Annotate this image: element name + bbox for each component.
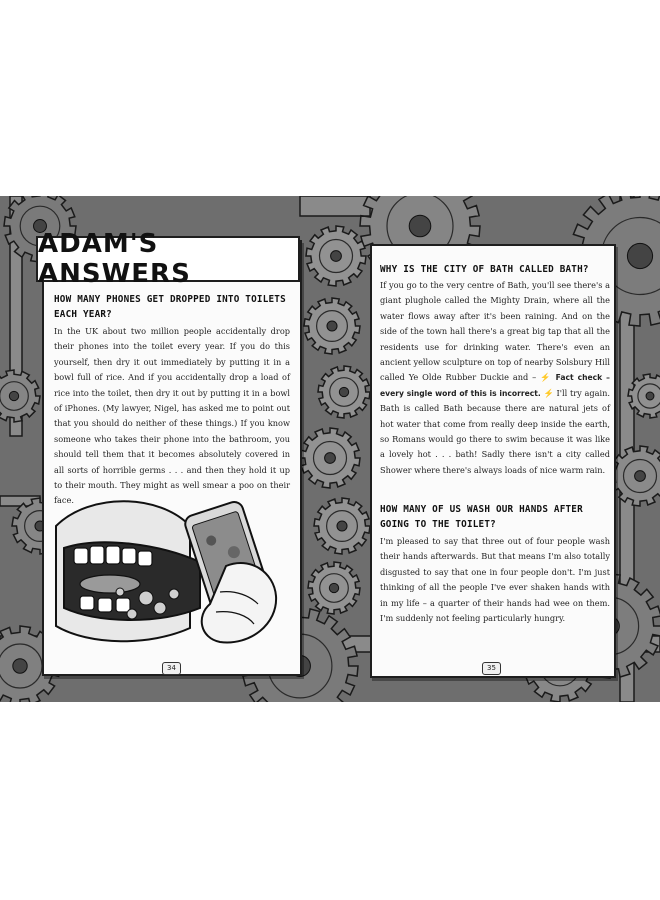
answer-text-handwash: I'm pleased to say that three out of four people wash their hands afterwards. But that means I'm also totally disgusted to say that one in four people don't. I'm just thinking of all the people I've ever shaken hands with in my life – a quarter of their hands had wee on them. I'm suddenly not feeling particularly hungry.	[380, 536, 610, 624]
center-gear-shape	[306, 226, 366, 286]
answer-text-bath-part2: I'll try again. Bath is called Bath because there are natural jets of hot water that come from really deep inside the earth, so Romans would go there to swim because it was like a lovely hot . . . bath! Sadly there isn't a city called Shower where there's always loads of nice warm rain.	[380, 387, 610, 475]
center-gear-shape	[314, 498, 370, 554]
answer-text-bath	[380, 278, 610, 478]
page-title: ADAM'S ANSWERS	[38, 229, 191, 289]
page-number-right: 35	[482, 662, 501, 675]
answer-text-phones: In the UK about two million people accidentally drop their phones into the toilet every year. If you do this yourself, then dry it out immediately by putting it in a bowl full of rice. And if you accidentally drop a load of rice into the toilet, then dry it out by putting it in a bowl of iPhones. (My lawyer, Nigel, has asked me to point out that you should do neither of these things.) If you know someone who takes their phone into the bathroom, you should tell them that it becomes absolutely covered in all sorts of horrible germs . . . and then they hold it up to their mouth. They might as well smear a poo on their face.	[54, 326, 290, 506]
center-gear-shape	[318, 366, 370, 418]
book-spread	[0, 196, 660, 702]
center-gear-shape	[304, 298, 360, 354]
question-heading-bath: WHY IS THE CITY OF BATH CALLED BATH?	[380, 264, 589, 275]
center-gear-shape	[300, 428, 360, 488]
page-number-left: 34	[162, 662, 181, 675]
gear-shape	[610, 446, 660, 506]
lightning-icon: ⚡	[543, 387, 554, 398]
title-banner	[36, 229, 300, 289]
lightning-icon: ⚡	[540, 372, 552, 383]
pipe-shape	[300, 196, 370, 216]
phone-mouth-illustration	[50, 496, 280, 656]
center-gear-shape	[308, 562, 360, 614]
gear-shape	[0, 370, 40, 422]
question-heading-handwash: HOW MANY OF US WASH OUR HANDS AFTER GOING TO THE TOILET?	[380, 504, 583, 530]
fact-check-note: Fact check – every single word of this is incorrect.	[380, 373, 610, 398]
question-heading-phones: HOW MANY PHONES GET DROPPED INTO TOILETS EACH YEAR?	[54, 294, 286, 320]
answer-text-bath-part1: If you go to the very centre of Bath, you'll see there's a giant plughole called the Mighty Drain, where all the water flows away after it's been raining. And on the side of the town hall there's a great big tap that all the residents use for drinking water. There's even an ancient yellow sculpture on top of nearby Solsbury Hill called Ye Olde Rubber Duckie and –	[380, 280, 610, 383]
